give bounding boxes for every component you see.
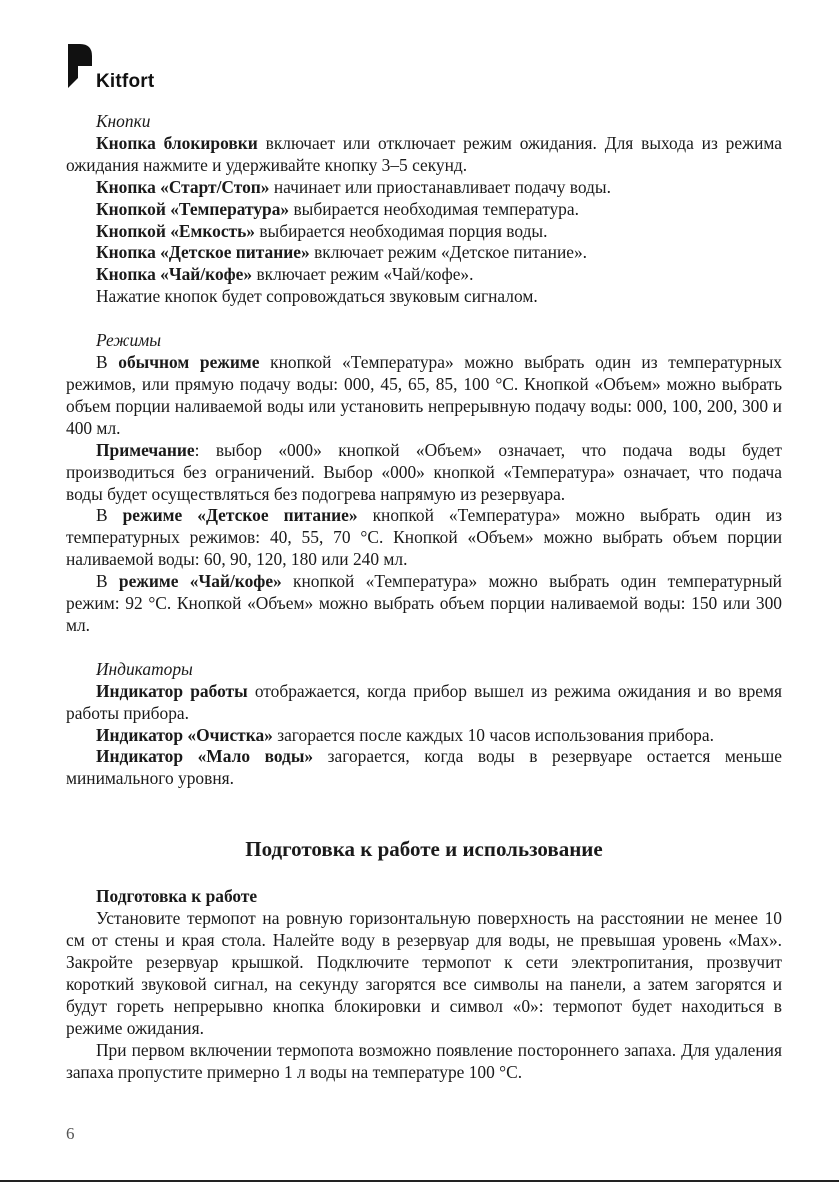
subsection-title: Подготовка к работе bbox=[96, 886, 258, 907]
paragraph-tea-coffee-button bbox=[66, 264, 782, 286]
text: В bbox=[96, 505, 123, 526]
text: В bbox=[96, 571, 119, 592]
text: начинает или приостанавливает подачу воды. bbox=[269, 176, 611, 197]
brand-logo bbox=[66, 44, 176, 94]
term: Кнопка «Детское питание» bbox=[96, 242, 310, 263]
text: отображается, когда прибор вышел из режима ожидания и во время работы прибора. bbox=[66, 680, 782, 723]
term: Индикатор «Очистка» bbox=[96, 724, 273, 745]
bottom-rule bbox=[0, 1180, 839, 1182]
term: режиме «Чай/кофе» bbox=[118, 571, 282, 592]
paragraph-setup: Установите термопот на ровную горизонтальную поверхность на расстоянии не менее 10 см от стены и края стола. Налейте воду в резервуар для воды, не превышая уровень «Max». Закройте резервуар крышкой. Подключите термопот к сети электропитания, прозвучит короткий звуковой сигнал, на секунду загорятся все символы на панели, а затем загорятся и будут гореть непрерывно кнопка блокировки и символ «0»: термопот будет находиться в режиме ожидания. bbox=[66, 908, 782, 1038]
kitfort-logo-icon bbox=[66, 44, 94, 90]
chapter-title: Подготовка к работе и использование bbox=[245, 837, 603, 862]
paragraph-sound-note: Нажатие кнопок будет сопровождаться звуковым сигналом. bbox=[96, 286, 538, 307]
paragraph-note bbox=[66, 440, 782, 506]
term: Индикатор «Мало воды» bbox=[96, 746, 314, 767]
paragraph-low-water-indicator bbox=[66, 746, 782, 790]
text: кнопкой «Температура» можно выбрать один из температурных режимов: 40, 55, 70 °С. Кнопкой «Объем» можно выбрать объем порции наливаемой воды: 60, 90, 120, 180 или 240 мл. bbox=[66, 505, 782, 570]
text: загорается после каждых 10 часов использования прибора. bbox=[272, 724, 714, 745]
paragraph-work-indicator bbox=[66, 681, 782, 725]
section-heading-indicators: Индикаторы bbox=[96, 658, 193, 679]
paragraph-lock-button bbox=[66, 133, 782, 177]
brand-name: Kitfort bbox=[96, 71, 155, 92]
text: В bbox=[96, 352, 119, 373]
text: кнопкой «Температура» можно выбрать один температурный режим: 92 °С. Кнопкой «Объем» можно выбрать объем порции наливаемой воды: 150 или 300 мл. bbox=[66, 571, 782, 635]
text: включает режим «Детское питание». bbox=[309, 242, 588, 263]
page-content bbox=[66, 111, 782, 1083]
term: Кнопкой «Емкость» bbox=[96, 220, 255, 241]
paragraph-cleaning-indicator bbox=[66, 725, 782, 747]
paragraph-baby-food-button bbox=[66, 242, 782, 264]
page-number: 6 bbox=[66, 1124, 75, 1143]
section-heading-modes: Режимы bbox=[96, 330, 162, 351]
term: Примечание bbox=[96, 439, 195, 460]
paragraph-temperature-button bbox=[66, 199, 782, 221]
term: обычном режиме bbox=[118, 352, 260, 373]
text: выбирается необходимая температура. bbox=[289, 198, 579, 219]
term: Кнопкой «Температура» bbox=[96, 198, 290, 219]
paragraph-capacity-button bbox=[66, 221, 782, 243]
term: Кнопка «Старт/Стоп» bbox=[96, 176, 270, 197]
text: : выбор «000» кнопкой «Объем» означает, что подача воды будет производиться без ограничений. Выбор «000» кнопкой «Температура» означает, что подача воды будет осуществляться без подогрева напрямую из резервуара. bbox=[66, 439, 782, 504]
term: Кнопка блокировки bbox=[96, 132, 258, 153]
term: Кнопка «Чай/кофе» bbox=[96, 264, 253, 285]
text: выбирается необходимая порция воды. bbox=[254, 220, 548, 241]
paragraph-first-use: При первом включении термопота возможно появление постороннего запаха. Для удаления запаха пропустите примерно 1 л воды на температуре 100 °С. bbox=[66, 1039, 782, 1082]
term: режиме «Детское питание» bbox=[122, 505, 358, 526]
text: кнопкой «Температура» можно выбрать один из температурных режимов, или прямую подачу воды: 000, 45, 65, 85, 100 °С. Кнопкой «Объем» можно выбрать объем порции наливаемой воды или установить непрерывную подачу воды: 000, 100, 200, 300 и 400 мл. bbox=[66, 352, 782, 438]
paragraph-normal-mode bbox=[66, 352, 782, 440]
term: Индикатор работы bbox=[96, 680, 248, 701]
paragraph-tea-coffee-mode bbox=[66, 571, 782, 637]
paragraph-start-stop-button bbox=[66, 177, 782, 199]
text: включает режим «Чай/кофе». bbox=[252, 264, 474, 285]
paragraph-baby-food-mode bbox=[66, 505, 782, 571]
section-heading-buttons: Кнопки bbox=[96, 111, 151, 131]
text: включает или отключает режим ожидания. Для выхода из режима ожидания нажмите и удерживайте кнопку 3–5 секунд. bbox=[66, 132, 783, 175]
text: загорается, когда воды в резервуаре остается меньше минимального уровня. bbox=[66, 746, 782, 789]
